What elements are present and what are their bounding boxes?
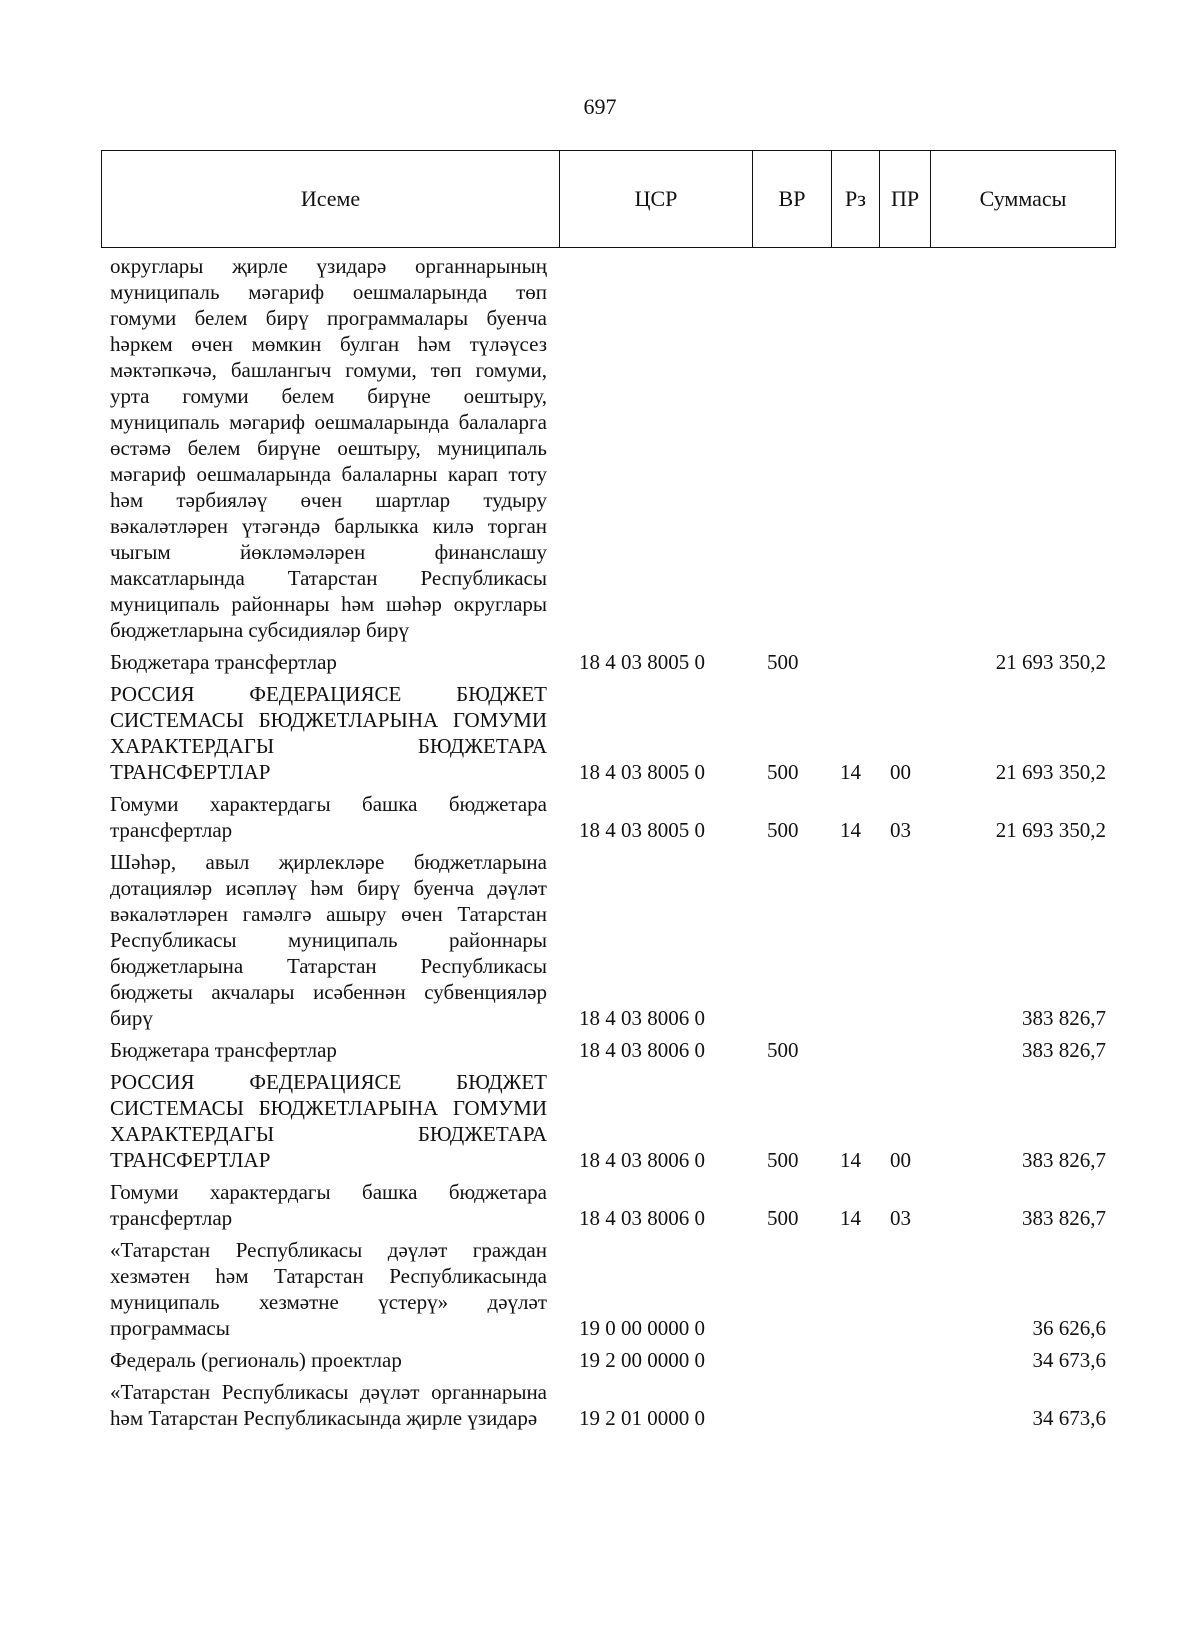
table-row bbox=[110, 1179, 1116, 1231]
table-row bbox=[110, 681, 1116, 785]
row-sum: 34 673,6 bbox=[1032, 1348, 1106, 1372]
row-pr: 03 bbox=[890, 1206, 911, 1230]
row-name: Гомуми характердагы башка бюджетара трансфертлар bbox=[110, 1180, 547, 1230]
row-rz: 14 bbox=[840, 1206, 861, 1230]
row-csr: 18 4 03 8005 0 bbox=[579, 650, 705, 674]
row-sum: 383 826,7 bbox=[1022, 1148, 1106, 1172]
header-vr: ВР bbox=[753, 151, 832, 247]
row-sum: 383 826,7 bbox=[1022, 1006, 1106, 1030]
row-sum: 21 693 350,2 bbox=[995, 760, 1106, 784]
row-sum: 34 673,6 bbox=[1032, 1406, 1106, 1430]
row-vr: 500 bbox=[767, 818, 799, 842]
row-pr: 03 bbox=[890, 818, 911, 842]
header-sum: Суммасы bbox=[979, 186, 1067, 211]
row-vr: 500 bbox=[767, 1206, 799, 1230]
row-vr: 500 bbox=[767, 760, 799, 784]
row-sum: 383 826,7 bbox=[1022, 1206, 1106, 1230]
row-rz: 14 bbox=[840, 760, 861, 784]
header-csr: ЦСР bbox=[560, 151, 753, 247]
row-sum: 21 693 350,2 bbox=[995, 650, 1106, 674]
row-name: Федераль (региональ) проектлар bbox=[110, 1348, 402, 1372]
row-name: Бюджетара трансфертлар bbox=[110, 1038, 337, 1062]
row-csr: 18 4 03 8005 0 bbox=[579, 760, 705, 784]
row-name: «Татарстан Республикасы дәүләт граждан хезмәтен һәм Татарстан Республикасында муниципаль хезмәтне үстерү» дәүләт программасы bbox=[110, 1238, 547, 1340]
row-rz: 14 bbox=[840, 1148, 861, 1172]
row-name: РОССИЯ ФЕДЕРАЦИЯСЕ БЮДЖЕТ СИСТЕМАСЫ БЮДЖЕТЛАРЫНА ГОМУМИ ХАРАКТЕРДАГЫ БЮДЖЕТАРА ТРАНСФЕРТЛАР bbox=[110, 1070, 547, 1172]
row-name: Шәһәр, авыл җирлекләре бюджетларына дотацияләр исәпләү һәм бирү буенча дәүләт вәкаләтләрен гамәлгә ашыру өчен Татарстан Республикасы муниципаль районнары бюджетларына Татарстан Республикасы бюджеты акчалары исәбеннән субвенцияләр бирү bbox=[110, 850, 547, 1030]
row-name: Гомуми характердагы башка бюджетара трансфертлар bbox=[110, 792, 547, 842]
table-row bbox=[110, 1237, 1116, 1341]
row-csr: 18 4 03 8006 0 bbox=[579, 1148, 705, 1172]
table-row bbox=[110, 1379, 1116, 1431]
row-sum: 21 693 350,2 bbox=[995, 818, 1106, 842]
header-rz: Рз bbox=[832, 151, 880, 247]
table-row bbox=[110, 791, 1116, 843]
row-vr: 500 bbox=[767, 1038, 799, 1062]
table-row bbox=[110, 1347, 1116, 1373]
table-row bbox=[110, 649, 1116, 675]
row-csr: 19 2 01 0000 0 bbox=[579, 1406, 705, 1430]
header-name: Исеме bbox=[102, 151, 560, 247]
table-header bbox=[101, 150, 1116, 248]
row-vr: 500 bbox=[767, 650, 799, 674]
table-body bbox=[110, 253, 1116, 1437]
row-sum: 383 826,7 bbox=[1022, 1038, 1106, 1062]
row-csr: 19 2 00 0000 0 bbox=[579, 1348, 705, 1372]
table-row bbox=[110, 1069, 1116, 1173]
table-row bbox=[110, 253, 1116, 643]
page-number: 697 bbox=[583, 94, 617, 119]
row-name: Бюджетара трансфертлар bbox=[110, 650, 337, 674]
row-rz: 14 bbox=[840, 818, 861, 842]
row-csr: 19 0 00 0000 0 bbox=[579, 1316, 705, 1340]
row-sum: 36 626,6 bbox=[1032, 1316, 1106, 1340]
row-name: РОССИЯ ФЕДЕРАЦИЯСЕ БЮДЖЕТ СИСТЕМАСЫ БЮДЖЕТЛАРЫНА ГОМУМИ ХАРАКТЕРДАГЫ БЮДЖЕТАРА ТРАНСФЕРТЛАР bbox=[110, 682, 547, 784]
row-name: «Татарстан Республикасы дәүләт органнарына һәм Татарстан Республикасында җирле үзидарә bbox=[110, 1380, 547, 1430]
header-pr: ПР bbox=[880, 151, 931, 247]
row-pr: 00 bbox=[890, 760, 911, 784]
row-csr: 18 4 03 8006 0 bbox=[579, 1206, 705, 1230]
row-name: округлары җирле үзидарә органнарының муниципаль мәгариф оешмаларында төп гомуми белем бирү программалары буенча һәркем өчен мөмкин булган һәм түләүсез мәктәпкәчә, башлангыч гомуми, төп гомуми, урта гомуми белем бирүне оештыру, муниципаль мәгариф оешмаларында балаларга өстәмә белем бирүне оештыру, муниципаль мәгариф оешмаларында балаларны карап тоту һәм тәрбияләү өчен шартлар тудыру вәкаләтләрен үтәгәндә барлыкка килә торган чыгым йөкләмәләрен финанслашу максатларында Татарстан Республикасы муниципаль районнары һәм шәһәр округлары бюджетларына субсидияләр бирү bbox=[110, 254, 547, 642]
table-row bbox=[110, 1037, 1116, 1063]
row-csr: 18 4 03 8006 0 bbox=[579, 1006, 705, 1030]
row-vr: 500 bbox=[767, 1148, 799, 1172]
row-csr: 18 4 03 8005 0 bbox=[579, 818, 705, 842]
row-pr: 00 bbox=[890, 1148, 911, 1172]
table-row bbox=[110, 849, 1116, 1031]
row-csr: 18 4 03 8006 0 bbox=[579, 1038, 705, 1062]
